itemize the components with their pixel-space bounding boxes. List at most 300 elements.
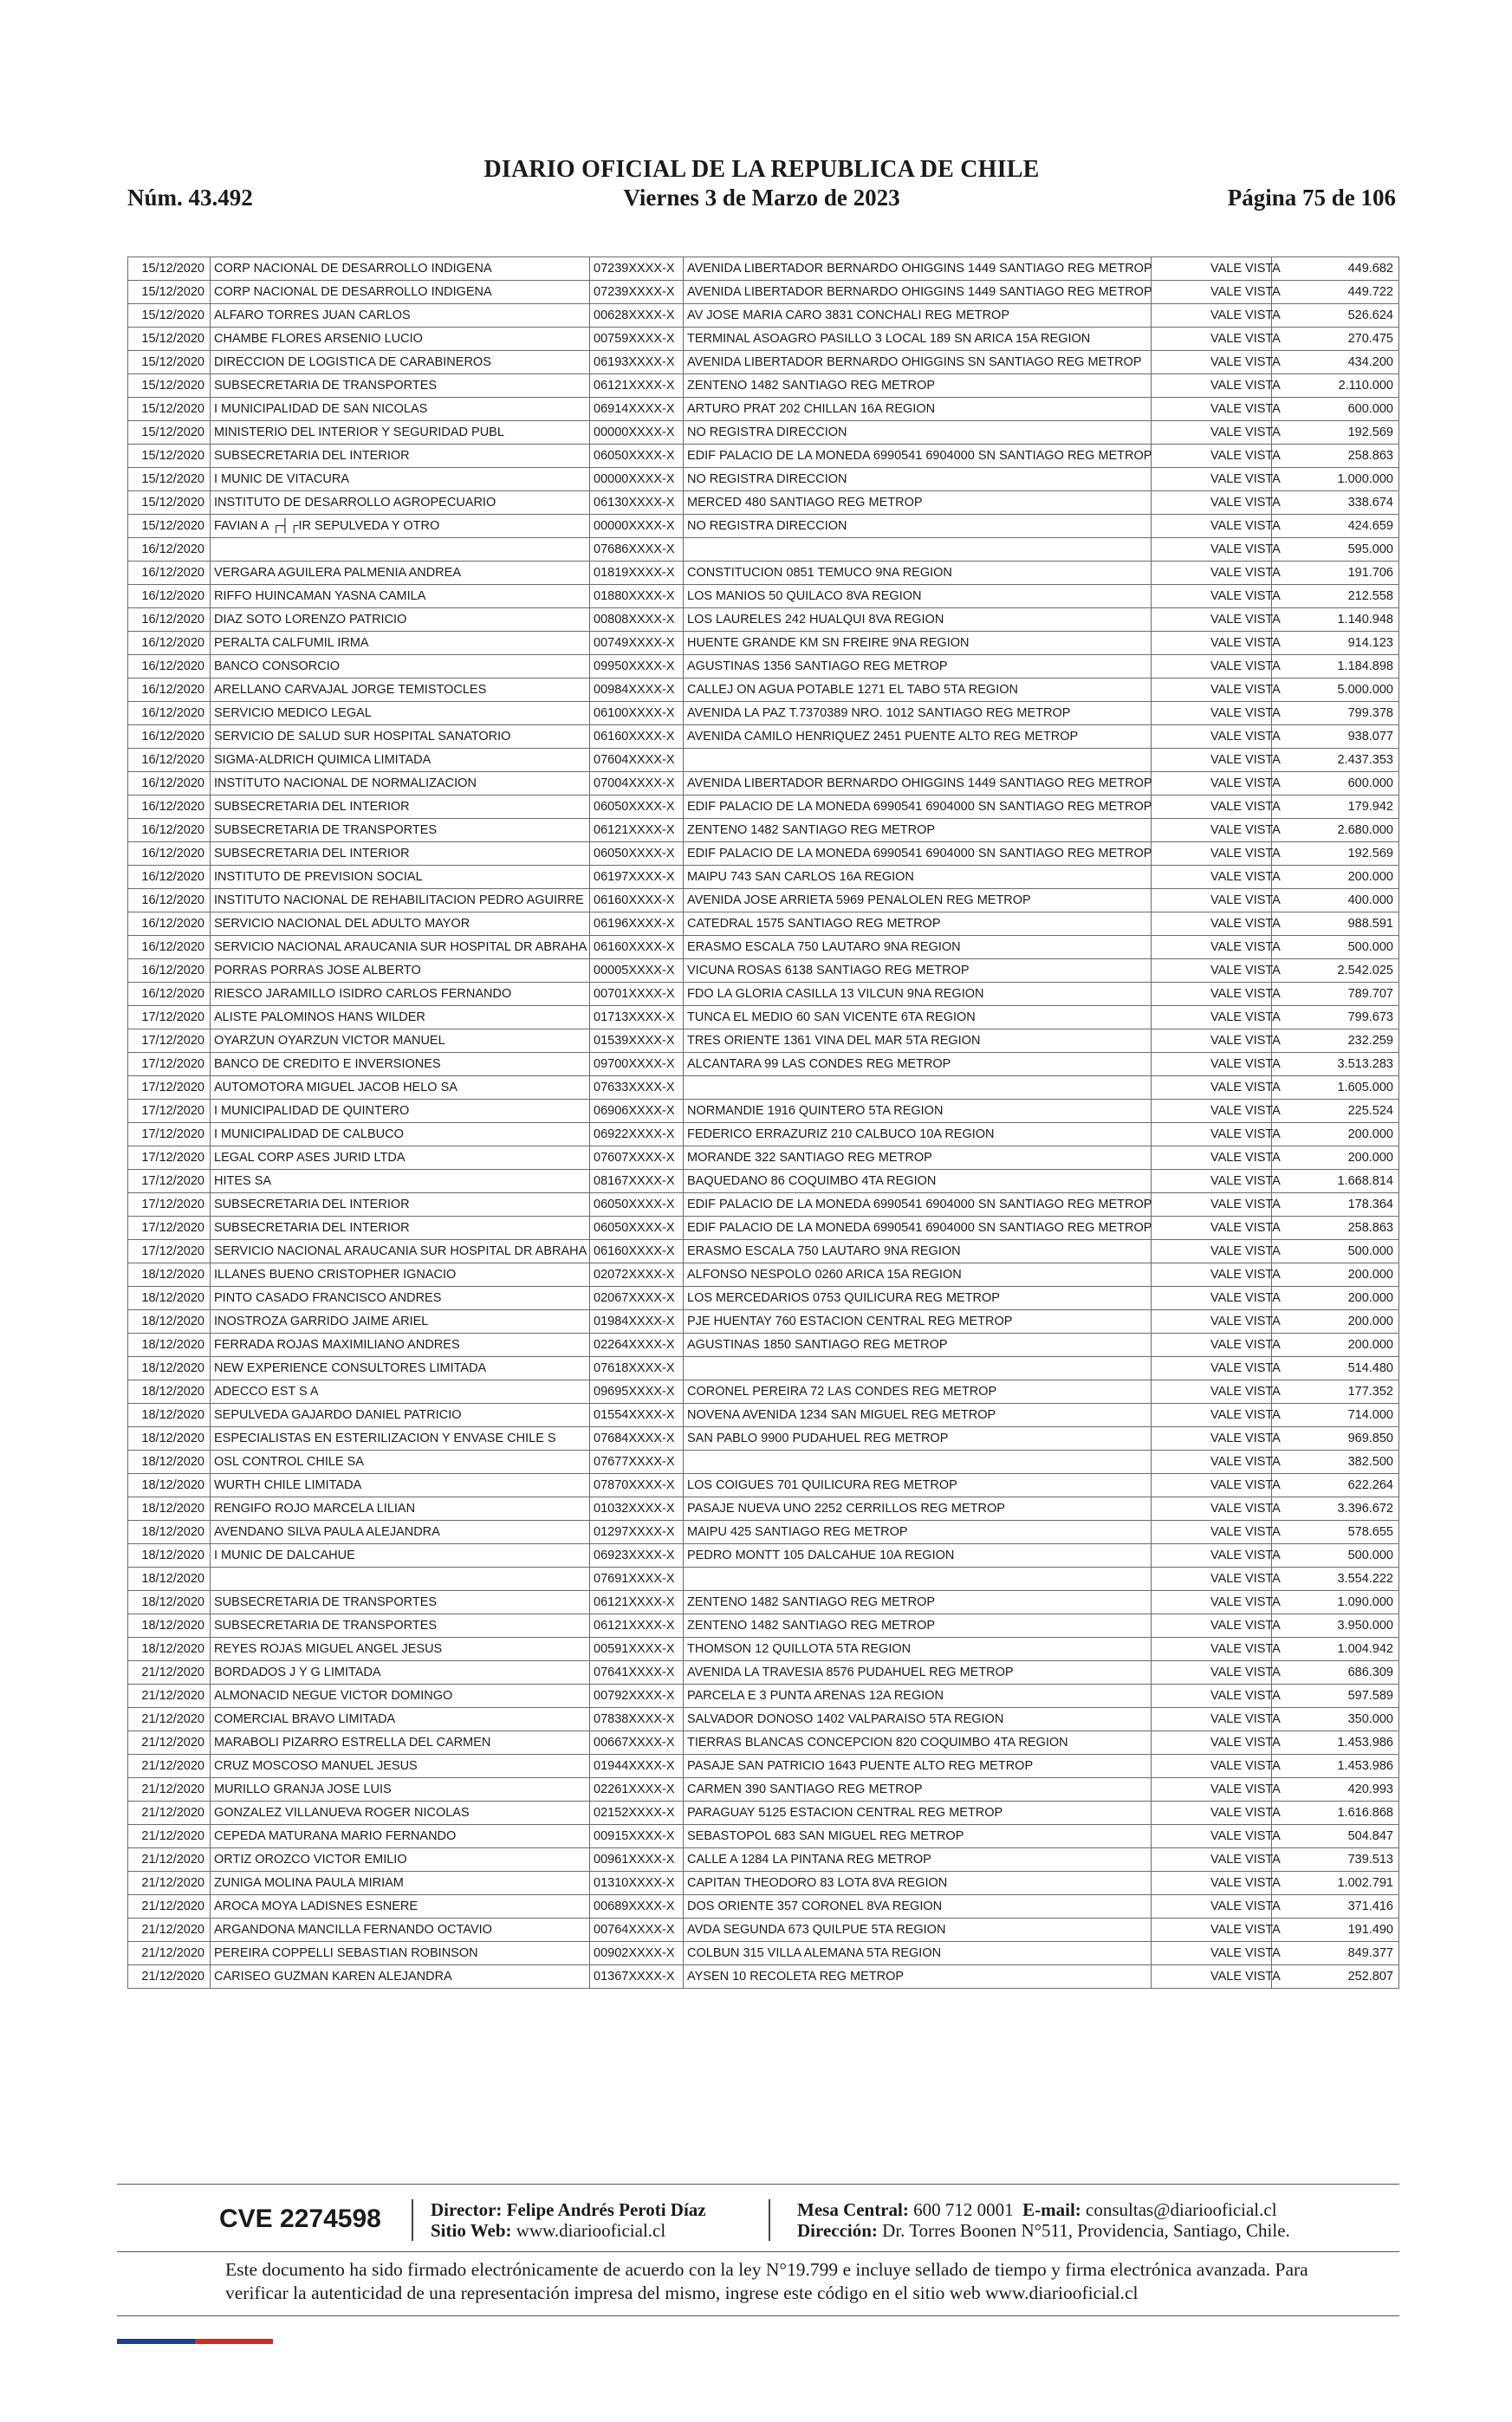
row-address: ARTURO PRAT 202 CHILLAN 16A REGION: [684, 398, 1152, 421]
row-date: 15/12/2020: [128, 515, 211, 538]
table-row: [128, 1053, 1399, 1076]
row-date: 17/12/2020: [128, 1006, 211, 1029]
row-payment-type: VALE VISTA: [1152, 1310, 1272, 1334]
row-rut: 01713XXXX-X: [590, 1006, 684, 1029]
row-name: CORP NACIONAL DE DESARROLLO INDIGENA: [211, 281, 590, 304]
row-rut: 06923XXXX-X: [590, 1544, 684, 1568]
row-name: SUBSECRETARIA DEL INTERIOR: [211, 445, 590, 468]
row-address: ZENTENO 1482 SANTIAGO REG METROP: [684, 1614, 1152, 1638]
row-amount: 449.722: [1272, 281, 1399, 304]
row-rut: 06193XXXX-X: [590, 351, 684, 374]
table-row: [128, 1380, 1399, 1404]
table-row: [128, 1170, 1399, 1193]
row-rut: 07641XXXX-X: [590, 1661, 684, 1685]
row-name: SUBSECRETARIA DEL INTERIOR: [211, 795, 590, 819]
table-row: [128, 351, 1399, 374]
row-address: ZENTENO 1482 SANTIAGO REG METROP: [684, 1591, 1152, 1614]
row-address: PEDRO MONTT 105 DALCAHUE 10A REGION: [684, 1544, 1152, 1568]
row-date: 15/12/2020: [128, 351, 211, 374]
row-payment-type: VALE VISTA: [1152, 398, 1272, 421]
row-amount: 1.184.898: [1272, 655, 1399, 679]
row-rut: 00961XXXX-X: [590, 1848, 684, 1872]
row-payment-type: VALE VISTA: [1152, 1053, 1272, 1076]
row-name: SERVICIO NACIONAL ARAUCANIA SUR HOSPITAL DR ABRAHA: [211, 936, 590, 959]
row-name: SUBSECRETARIA DE TRANSPORTES: [211, 374, 590, 398]
table-row: [128, 632, 1399, 655]
row-date: 18/12/2020: [128, 1591, 211, 1614]
row-rut: 06130XXXX-X: [590, 491, 684, 515]
row-payment-type: VALE VISTA: [1152, 1521, 1272, 1544]
row-payment-type: VALE VISTA: [1152, 1334, 1272, 1357]
table-row: [128, 866, 1399, 889]
row-name: WURTH CHILE LIMITADA: [211, 1474, 590, 1497]
table-row: [128, 679, 1399, 702]
row-payment-type: VALE VISTA: [1152, 1263, 1272, 1287]
row-address: LOS MERCEDARIOS 0753 QUILICURA REG METROP: [684, 1287, 1152, 1310]
row-rut: 01554XXXX-X: [590, 1404, 684, 1427]
row-amount: 969.850: [1272, 1427, 1399, 1451]
row-rut: 06906XXXX-X: [590, 1100, 684, 1123]
row-address: TERMINAL ASOAGRO PASILLO 3 LOCAL 189 SN ARICA 15A REGION: [684, 328, 1152, 351]
row-name: ALFARO TORRES JUAN CARLOS: [211, 304, 590, 328]
row-rut: 02261XXXX-X: [590, 1778, 684, 1802]
row-name: BANCO DE CREDITO E INVERSIONES: [211, 1053, 590, 1076]
table-row: [128, 1919, 1399, 1942]
row-rut: 07004XXXX-X: [590, 772, 684, 795]
row-payment-type: VALE VISTA: [1152, 538, 1272, 562]
row-address: AGUSTINAS 1850 SANTIAGO REG METROP: [684, 1334, 1152, 1357]
row-payment-type: VALE VISTA: [1152, 936, 1272, 959]
row-payment-type: VALE VISTA: [1152, 1544, 1272, 1568]
row-payment-type: VALE VISTA: [1152, 1568, 1272, 1591]
row-address: FDO LA GLORIA CASILLA 13 VILCUN 9NA REGION: [684, 983, 1152, 1006]
row-name: MURILLO GRANJA JOSE LUIS: [211, 1778, 590, 1802]
row-rut: 06050XXXX-X: [590, 1193, 684, 1217]
row-name: [211, 538, 590, 562]
row-address: MAIPU 743 SAN CARLOS 16A REGION: [684, 866, 1152, 889]
phone-label: Mesa Central:: [797, 2199, 909, 2220]
row-date: 15/12/2020: [128, 421, 211, 445]
row-payment-type: VALE VISTA: [1152, 1638, 1272, 1661]
row-address: AVENIDA LIBERTADOR BERNARDO OHIGGINS 1449 SANTIAGO REG METROP: [684, 281, 1152, 304]
row-address: CARMEN 390 SANTIAGO REG METROP: [684, 1778, 1152, 1802]
row-amount: 252.807: [1272, 1965, 1399, 1989]
table-row: [128, 1146, 1399, 1170]
row-name: SERVICIO NACIONAL ARAUCANIA SUR HOSPITAL DR ABRAHA: [211, 1240, 590, 1263]
flag-stripe: [117, 2339, 273, 2344]
row-address: AV JOSE MARIA CARO 3831 CONCHALI REG METROP: [684, 304, 1152, 328]
row-date: 21/12/2020: [128, 1942, 211, 1965]
row-payment-type: VALE VISTA: [1152, 1942, 1272, 1965]
page-number: Página 75 de 106: [1227, 185, 1396, 211]
table-row: [128, 1661, 1399, 1685]
row-payment-type: VALE VISTA: [1152, 515, 1272, 538]
table-row: [128, 1100, 1399, 1123]
publication-title: DIARIO OFICIAL DE LA REPUBLICA DE CHILE: [483, 156, 1040, 183]
row-date: 18/12/2020: [128, 1310, 211, 1334]
table-row: [128, 1614, 1399, 1638]
row-name: PORRAS PORRAS JOSE ALBERTO: [211, 959, 590, 983]
row-amount: 1.140.948: [1272, 608, 1399, 632]
director-label: Director:: [431, 2199, 503, 2220]
row-name: ARELLANO CARVAJAL JORGE TEMISTOCLES: [211, 679, 590, 702]
row-rut: 01819XXXX-X: [590, 562, 684, 585]
row-payment-type: VALE VISTA: [1152, 1802, 1272, 1825]
table-row: [128, 1521, 1399, 1544]
row-amount: 192.569: [1272, 421, 1399, 445]
row-name: SERVICIO NACIONAL DEL ADULTO MAYOR: [211, 912, 590, 936]
row-payment-type: VALE VISTA: [1152, 1217, 1272, 1240]
address-label: Dirección:: [797, 2220, 878, 2241]
row-amount: 200.000: [1272, 1146, 1399, 1170]
row-address: TRES ORIENTE 1361 VINA DEL MAR 5TA REGION: [684, 1029, 1152, 1053]
email-label: E-mail:: [1022, 2199, 1081, 2220]
row-amount: 1.616.868: [1272, 1802, 1399, 1825]
row-name: I MUNICIPALIDAD DE SAN NICOLAS: [211, 398, 590, 421]
row-rut: 00792XXXX-X: [590, 1685, 684, 1708]
row-name: SERVICIO MEDICO LEGAL: [211, 702, 590, 725]
row-amount: 192.569: [1272, 842, 1399, 866]
row-name: REYES ROJAS MIGUEL ANGEL JESUS: [211, 1638, 590, 1661]
row-name: AVENDANO SILVA PAULA ALEJANDRA: [211, 1521, 590, 1544]
row-date: 16/12/2020: [128, 608, 211, 632]
row-payment-type: VALE VISTA: [1152, 1755, 1272, 1778]
row-address: FEDERICO ERRAZURIZ 210 CALBUCO 10A REGION: [684, 1123, 1152, 1146]
row-rut: 00984XXXX-X: [590, 679, 684, 702]
row-address: [684, 1076, 1152, 1100]
row-address: CALLEJ ON AGUA POTABLE 1271 EL TABO 5TA REGION: [684, 679, 1152, 702]
table-row: [128, 1544, 1399, 1568]
row-payment-type: VALE VISTA: [1152, 1872, 1272, 1895]
footer-separator: [769, 2199, 770, 2241]
table-row: [128, 1497, 1399, 1521]
table-row: [128, 912, 1399, 936]
row-name: COMERCIAL BRAVO LIMITADA: [211, 1708, 590, 1731]
row-address: AGUSTINAS 1356 SANTIAGO REG METROP: [684, 655, 1152, 679]
row-date: 16/12/2020: [128, 842, 211, 866]
flag-stripe-blue: [117, 2339, 195, 2344]
row-rut: 06160XXXX-X: [590, 725, 684, 749]
row-date: 21/12/2020: [128, 1825, 211, 1848]
table-row: [128, 1895, 1399, 1919]
row-address: LOS COIGUES 701 QUILICURA REG METROP: [684, 1474, 1152, 1497]
row-address: EDIF PALACIO DE LA MONEDA 6990541 6904000 SN SANTIAGO REG METROP: [684, 445, 1152, 468]
row-name: ESPECIALISTAS EN ESTERILIZACION Y ENVASE CHILE S: [211, 1427, 590, 1451]
table-row: [128, 1029, 1399, 1053]
row-amount: 1.605.000: [1272, 1076, 1399, 1100]
row-address: AVENIDA LA TRAVESIA 8576 PUDAHUEL REG METROP: [684, 1661, 1152, 1685]
row-rut: 00667XXXX-X: [590, 1731, 684, 1755]
row-rut: 06121XXXX-X: [590, 1591, 684, 1614]
row-rut: 07870XXXX-X: [590, 1474, 684, 1497]
row-payment-type: VALE VISTA: [1152, 819, 1272, 842]
row-payment-type: VALE VISTA: [1152, 491, 1272, 515]
row-name: ALMONACID NEGUE VICTOR DOMINGO: [211, 1685, 590, 1708]
row-payment-type: VALE VISTA: [1152, 351, 1272, 374]
row-date: 18/12/2020: [128, 1474, 211, 1497]
table-row: [128, 1802, 1399, 1825]
table-row: [128, 749, 1399, 772]
row-address: TIERRAS BLANCAS CONCEPCION 820 COQUIMBO 4TA REGION: [684, 1731, 1152, 1755]
row-name: LEGAL CORP ASES JURID LTDA: [211, 1146, 590, 1170]
row-name: INSTITUTO DE DESARROLLO AGROPECUARIO: [211, 491, 590, 515]
table-row: [128, 257, 1399, 281]
row-address: THOMSON 12 QUILLOTA 5TA REGION: [684, 1638, 1152, 1661]
row-amount: 504.847: [1272, 1825, 1399, 1848]
row-amount: 424.659: [1272, 515, 1399, 538]
table-row: [128, 1427, 1399, 1451]
row-date: 16/12/2020: [128, 749, 211, 772]
row-payment-type: VALE VISTA: [1152, 1100, 1272, 1123]
row-date: 16/12/2020: [128, 585, 211, 608]
row-rut: 08167XXXX-X: [590, 1170, 684, 1193]
row-date: 21/12/2020: [128, 1731, 211, 1755]
row-name: BANCO CONSORCIO: [211, 655, 590, 679]
row-payment-type: VALE VISTA: [1152, 679, 1272, 702]
row-address: AVENIDA LIBERTADOR BERNARDO OHIGGINS 1449 SANTIAGO REG METROP: [684, 772, 1152, 795]
row-payment-type: VALE VISTA: [1152, 445, 1272, 468]
row-date: 16/12/2020: [128, 655, 211, 679]
table-row: [128, 1568, 1399, 1591]
row-date: 17/12/2020: [128, 1240, 211, 1263]
row-name: RIFFO HUINCAMAN YASNA CAMILA: [211, 585, 590, 608]
table-row: [128, 1474, 1399, 1497]
row-date: 17/12/2020: [128, 1100, 211, 1123]
row-amount: 200.000: [1272, 1310, 1399, 1334]
footer-info: [117, 2192, 1399, 2250]
row-amount: 1.000.000: [1272, 468, 1399, 491]
row-amount: 799.378: [1272, 702, 1399, 725]
row-address: EDIF PALACIO DE LA MONEDA 6990541 6904000 SN SANTIAGO REG METROP: [684, 795, 1152, 819]
table-row: [128, 608, 1399, 632]
row-amount: 789.707: [1272, 983, 1399, 1006]
row-address: AVENIDA LIBERTADOR BERNARDO OHIGGINS SN SANTIAGO REG METROP: [684, 351, 1152, 374]
row-payment-type: VALE VISTA: [1152, 1170, 1272, 1193]
row-rut: 01944XXXX-X: [590, 1755, 684, 1778]
row-rut: 01880XXXX-X: [590, 585, 684, 608]
row-amount: 178.364: [1272, 1193, 1399, 1217]
row-name: OYARZUN OYARZUN VICTOR MANUEL: [211, 1029, 590, 1053]
row-date: 16/12/2020: [128, 562, 211, 585]
row-name: AUTOMOTORA MIGUEL JACOB HELO SA: [211, 1076, 590, 1100]
row-address: EDIF PALACIO DE LA MONEDA 6990541 6904000 SN SANTIAGO REG METROP: [684, 842, 1152, 866]
row-rut: 06914XXXX-X: [590, 398, 684, 421]
row-amount: 270.475: [1272, 328, 1399, 351]
row-payment-type: VALE VISTA: [1152, 1380, 1272, 1404]
row-rut: 00902XXXX-X: [590, 1942, 684, 1965]
table-row: [128, 585, 1399, 608]
row-payment-type: VALE VISTA: [1152, 655, 1272, 679]
row-date: 21/12/2020: [128, 1872, 211, 1895]
row-rut: 06121XXXX-X: [590, 1614, 684, 1638]
row-rut: 00628XXXX-X: [590, 304, 684, 328]
row-payment-type: VALE VISTA: [1152, 1123, 1272, 1146]
row-amount: 400.000: [1272, 889, 1399, 912]
row-name: SUBSECRETARIA DE TRANSPORTES: [211, 819, 590, 842]
website-label: Sitio Web:: [431, 2220, 512, 2241]
table-row: [128, 562, 1399, 585]
table-row: [128, 1193, 1399, 1217]
row-payment-type: VALE VISTA: [1152, 1357, 1272, 1380]
address-value: Dr. Torres Boonen N°511, Providencia, Santiago, Chile.: [882, 2220, 1290, 2241]
row-payment-type: VALE VISTA: [1152, 959, 1272, 983]
row-address: AVENIDA LIBERTADOR BERNARDO OHIGGINS 1449 SANTIAGO REG METROP: [684, 257, 1152, 281]
row-address: PASAJE NUEVA UNO 2252 CERRILLOS REG METROP: [684, 1497, 1152, 1521]
row-rut: 09695XXXX-X: [590, 1380, 684, 1404]
row-address: AYSEN 10 RECOLETA REG METROP: [684, 1965, 1152, 1989]
row-date: 15/12/2020: [128, 304, 211, 328]
row-rut: 02152XXXX-X: [590, 1802, 684, 1825]
table-row: [128, 655, 1399, 679]
row-amount: 200.000: [1272, 866, 1399, 889]
legal-notice: Este documento ha sido firmado electrónicamente de acuerdo con la ley N°19.799 e incluye sellado de tiempo y firma electrónica avanzada. Para verificar la autenticidad de una representación impresa del mismo, ingrese este código en el sitio web www.diariooficial.cl: [225, 2259, 1308, 2303]
row-name: VERGARA AGUILERA PALMENIA ANDREA: [211, 562, 590, 585]
row-amount: 1.453.986: [1272, 1731, 1399, 1755]
row-amount: 5.000.000: [1272, 679, 1399, 702]
row-date: 21/12/2020: [128, 1848, 211, 1872]
row-amount: 3.396.672: [1272, 1497, 1399, 1521]
row-payment-type: VALE VISTA: [1152, 1451, 1272, 1474]
row-address: NO REGISTRA DIRECCION: [684, 421, 1152, 445]
director-name: Felipe Andrés Peroti Díaz: [506, 2199, 706, 2220]
row-rut: 06196XXXX-X: [590, 912, 684, 936]
row-payment-type: VALE VISTA: [1152, 866, 1272, 889]
row-address: MORANDE 322 SANTIAGO REG METROP: [684, 1146, 1152, 1170]
row-date: 18/12/2020: [128, 1287, 211, 1310]
row-payment-type: VALE VISTA: [1152, 1591, 1272, 1614]
row-name: CARISEO GUZMAN KAREN ALEJANDRA: [211, 1965, 590, 1989]
row-name: PEREIRA COPPELLI SEBASTIAN ROBINSON: [211, 1942, 590, 1965]
row-amount: 526.624: [1272, 304, 1399, 328]
row-amount: 739.513: [1272, 1848, 1399, 1872]
row-name: INOSTROZA GARRIDO JAIME ARIEL: [211, 1310, 590, 1334]
row-rut: 06922XXXX-X: [590, 1123, 684, 1146]
table-row: [128, 281, 1399, 304]
row-name: CORP NACIONAL DE DESARROLLO INDIGENA: [211, 257, 590, 281]
row-amount: 200.000: [1272, 1263, 1399, 1287]
row-name: CEPEDA MATURANA MARIO FERNANDO: [211, 1825, 590, 1848]
row-name: I MUNICIPALIDAD DE QUINTERO: [211, 1100, 590, 1123]
row-address: VICUNA ROSAS 6138 SANTIAGO REG METROP: [684, 959, 1152, 983]
row-rut: 01310XXXX-X: [590, 1872, 684, 1895]
director-block: [431, 2199, 706, 2241]
row-date: 16/12/2020: [128, 679, 211, 702]
row-address: NORMANDIE 1916 QUINTERO 5TA REGION: [684, 1100, 1152, 1123]
row-name: MARABOLI PIZARRO ESTRELLA DEL CARMEN: [211, 1731, 590, 1755]
table-row: [128, 819, 1399, 842]
table-row: [128, 1942, 1399, 1965]
row-name: I MUNICIPALIDAD DE CALBUCO: [211, 1123, 590, 1146]
table-row: [128, 1638, 1399, 1661]
row-date: 17/12/2020: [128, 1029, 211, 1053]
table-row: [128, 1334, 1399, 1357]
row-address: PARAGUAY 5125 ESTACION CENTRAL REG METROP: [684, 1802, 1152, 1825]
row-rut: 02072XXXX-X: [590, 1263, 684, 1287]
table-row: [128, 1310, 1399, 1334]
row-rut: 00000XXXX-X: [590, 515, 684, 538]
table-row: [128, 1287, 1399, 1310]
row-name: SUBSECRETARIA DE TRANSPORTES: [211, 1591, 590, 1614]
row-address: NOVENA AVENIDA 1234 SAN MIGUEL REG METROP: [684, 1404, 1152, 1427]
row-rut: 07239XXXX-X: [590, 281, 684, 304]
row-amount: 3.950.000: [1272, 1614, 1399, 1638]
row-date: 17/12/2020: [128, 1146, 211, 1170]
row-address: CAPITAN THEODORO 83 LOTA 8VA REGION: [684, 1872, 1152, 1895]
row-amount: 714.000: [1272, 1404, 1399, 1427]
row-address: AVENIDA JOSE ARRIETA 5969 PENALOLEN REG METROP: [684, 889, 1152, 912]
footer-divider-middle: [117, 2251, 1399, 2252]
row-address: TUNCA EL MEDIO 60 SAN VICENTE 6TA REGION: [684, 1006, 1152, 1029]
row-date: 21/12/2020: [128, 1802, 211, 1825]
row-name: DIRECCION DE LOGISTICA DE CARABINEROS: [211, 351, 590, 374]
table-row: [128, 445, 1399, 468]
row-amount: 500.000: [1272, 936, 1399, 959]
row-address: [684, 749, 1152, 772]
row-date: 16/12/2020: [128, 912, 211, 936]
table-row: [128, 1708, 1399, 1731]
row-payment-type: VALE VISTA: [1152, 608, 1272, 632]
row-address: PASAJE SAN PATRICIO 1643 PUENTE ALTO REG METROP: [684, 1755, 1152, 1778]
row-date: 17/12/2020: [128, 1123, 211, 1146]
records-table: [127, 256, 1399, 1989]
row-name: ILLANES BUENO CRISTOPHER IGNACIO: [211, 1263, 590, 1287]
row-rut: 07607XXXX-X: [590, 1146, 684, 1170]
row-rut: 01297XXXX-X: [590, 1521, 684, 1544]
row-name: SUBSECRETARIA DEL INTERIOR: [211, 842, 590, 866]
row-rut: 07684XXXX-X: [590, 1427, 684, 1451]
row-rut: 00000XXXX-X: [590, 421, 684, 445]
row-payment-type: VALE VISTA: [1152, 889, 1272, 912]
table-row: [128, 1357, 1399, 1380]
row-address: LOS LAURELES 242 HUALQUI 8VA REGION: [684, 608, 1152, 632]
email-link[interactable]: consultas@diariooficial.cl: [1086, 2199, 1277, 2220]
row-name: DIAZ SOTO LORENZO PATRICIO: [211, 608, 590, 632]
row-address: [684, 1568, 1152, 1591]
row-amount: 212.558: [1272, 585, 1399, 608]
row-payment-type: VALE VISTA: [1152, 912, 1272, 936]
row-date: 18/12/2020: [128, 1357, 211, 1380]
row-address: EDIF PALACIO DE LA MONEDA 6990541 6904000 SN SANTIAGO REG METROP: [684, 1193, 1152, 1217]
row-name: ZUNIGA MOLINA PAULA MIRIAM: [211, 1872, 590, 1895]
row-rut: 07677XXXX-X: [590, 1451, 684, 1474]
row-amount: 177.352: [1272, 1380, 1399, 1404]
table-row: [128, 398, 1399, 421]
row-amount: 600.000: [1272, 772, 1399, 795]
website-link[interactable]: www.diariooficial.cl: [516, 2220, 666, 2241]
row-date: 15/12/2020: [128, 398, 211, 421]
table-row: [128, 702, 1399, 725]
table-row: [128, 842, 1399, 866]
row-payment-type: VALE VISTA: [1152, 1848, 1272, 1872]
row-payment-type: VALE VISTA: [1152, 842, 1272, 866]
row-rut: 06050XXXX-X: [590, 842, 684, 866]
masthead: [127, 156, 1396, 211]
row-date: 17/12/2020: [128, 1170, 211, 1193]
row-date: 16/12/2020: [128, 983, 211, 1006]
row-date: 18/12/2020: [128, 1263, 211, 1287]
footer-divider-bottom: [117, 2315, 1399, 2316]
row-date: 15/12/2020: [128, 257, 211, 281]
row-amount: 578.655: [1272, 1521, 1399, 1544]
row-amount: 2.680.000: [1272, 819, 1399, 842]
row-rut: 07838XXXX-X: [590, 1708, 684, 1731]
row-amount: 179.942: [1272, 795, 1399, 819]
row-rut: 06160XXXX-X: [590, 936, 684, 959]
row-payment-type: VALE VISTA: [1152, 562, 1272, 585]
row-name: OSL CONTROL CHILE SA: [211, 1451, 590, 1474]
row-name: NEW EXPERIENCE CONSULTORES LIMITADA: [211, 1357, 590, 1380]
row-payment-type: VALE VISTA: [1152, 257, 1272, 281]
